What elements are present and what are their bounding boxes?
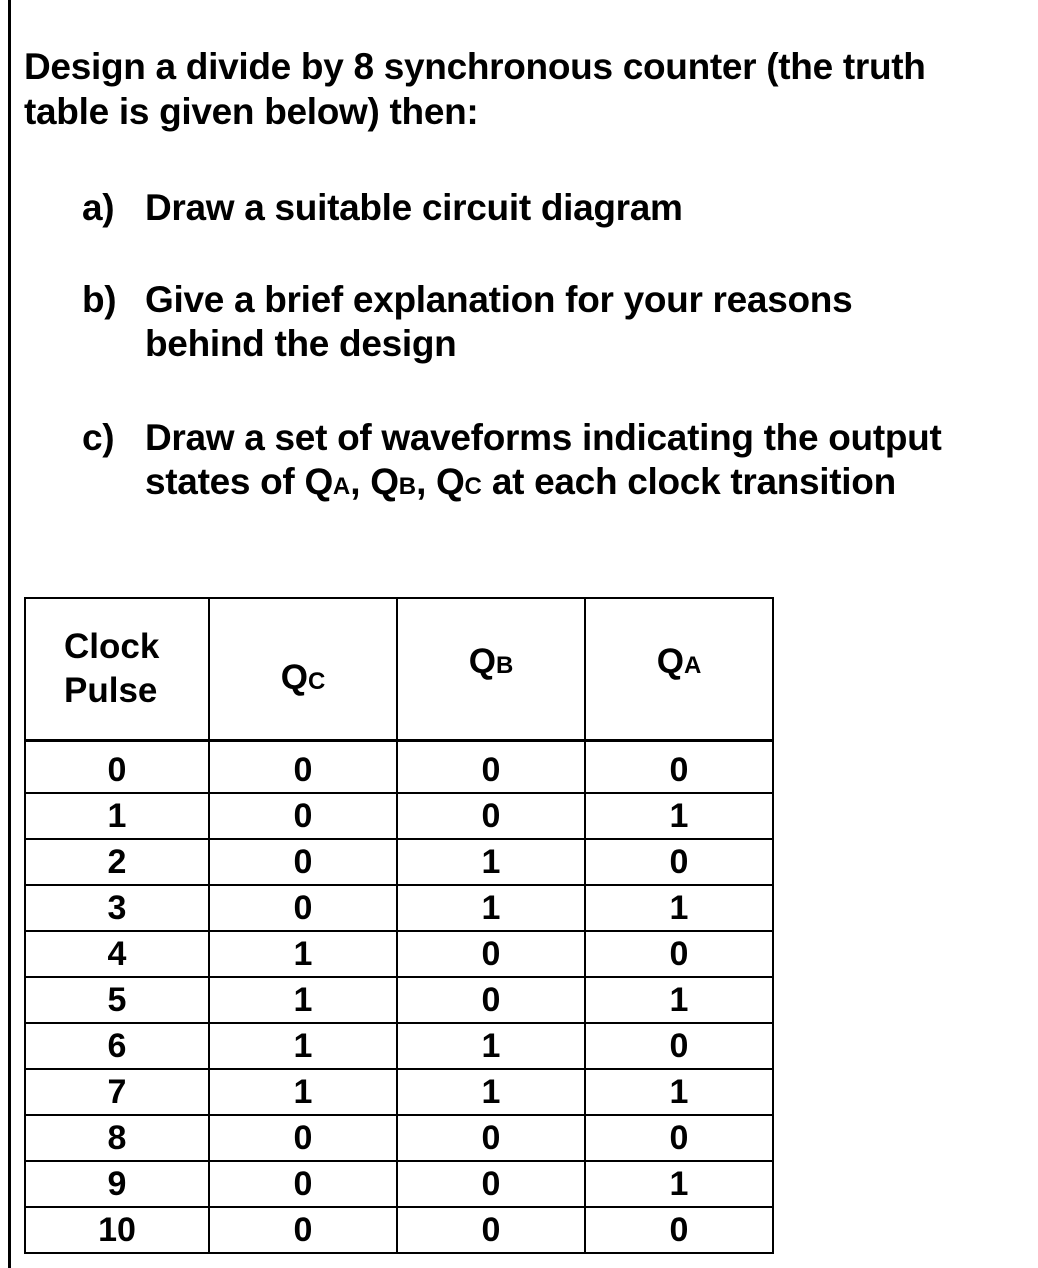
question-b-text-line-2: behind the design xyxy=(145,323,457,364)
cell-qa: 1 xyxy=(585,1069,773,1115)
cell-qb: 1 xyxy=(397,1023,585,1069)
question-c-text xyxy=(145,416,1022,509)
cell-qb: 0 xyxy=(397,1207,585,1253)
truth-table-body xyxy=(25,741,773,1254)
truth-table xyxy=(24,597,774,1254)
question-b-text-line-1: Give a brief explanation for your reasons xyxy=(145,279,853,320)
header-clock-line-2: Pulse xyxy=(64,671,158,710)
question-a xyxy=(82,186,1022,230)
cell-qb: 0 xyxy=(397,977,585,1023)
question-c xyxy=(82,416,1022,509)
cell-qa: 1 xyxy=(585,885,773,931)
table-row xyxy=(25,741,773,794)
cell-qc: 1 xyxy=(209,977,397,1023)
cell-qa: 1 xyxy=(585,793,773,839)
cell-qa: 1 xyxy=(585,977,773,1023)
cell-qc: 0 xyxy=(209,1161,397,1207)
separator: , xyxy=(416,461,437,502)
header-qb xyxy=(397,598,585,741)
cell-qa: 0 xyxy=(585,1207,773,1253)
cell-qa: 1 xyxy=(585,1161,773,1207)
cell-qc: 0 xyxy=(209,1207,397,1253)
cell-qc: 0 xyxy=(209,793,397,839)
cell-pulse: 0 xyxy=(25,741,209,794)
header-clock-line-1: Clock xyxy=(64,627,160,666)
question-c-text-line-1: Draw a set of waveforms indicating the output xyxy=(145,417,942,458)
question-a-letter: a) xyxy=(82,187,115,228)
cell-qb: 1 xyxy=(397,839,585,885)
question-c-text-prefix: states of xyxy=(145,461,305,502)
qa-symbol: Q xyxy=(304,461,333,502)
cell-pulse: 3 xyxy=(25,885,209,931)
cell-pulse: 9 xyxy=(25,1161,209,1207)
cell-qa: 0 xyxy=(585,741,773,794)
cell-pulse: 5 xyxy=(25,977,209,1023)
table-row xyxy=(25,931,773,977)
table-row xyxy=(25,1161,773,1207)
qc-subscript: C xyxy=(464,473,482,500)
cell-pulse: 10 xyxy=(25,1207,209,1253)
table-row xyxy=(25,1023,773,1069)
cell-qb: 1 xyxy=(397,885,585,931)
cell-qc: 1 xyxy=(209,931,397,977)
qb-symbol: Q xyxy=(370,461,399,502)
problem-statement-line-1: Design a divide by 8 synchronous counter (the truth xyxy=(24,46,926,87)
qb-subscript: B xyxy=(398,473,417,500)
cell-qb: 1 xyxy=(397,1069,585,1115)
header-qa xyxy=(585,598,773,741)
cell-pulse: 6 xyxy=(25,1023,209,1069)
qc-symbol: Q xyxy=(436,461,465,502)
cell-pulse: 7 xyxy=(25,1069,209,1115)
cell-qc: 0 xyxy=(209,885,397,931)
cell-qc: 0 xyxy=(209,839,397,885)
header-qc-subscript: C xyxy=(307,668,326,695)
cell-pulse: 2 xyxy=(25,839,209,885)
question-c-text-line-2 xyxy=(145,460,1022,509)
header-clock-pulse xyxy=(25,598,209,741)
question-c-text-suffix: at each clock transition xyxy=(481,461,896,502)
separator: , xyxy=(350,461,371,502)
left-border-line xyxy=(8,0,11,1268)
cell-qb: 0 xyxy=(397,741,585,794)
cell-pulse: 8 xyxy=(25,1115,209,1161)
table-row xyxy=(25,1069,773,1115)
table-row xyxy=(25,793,773,839)
cell-qc: 1 xyxy=(209,1069,397,1115)
cell-qb: 0 xyxy=(397,1115,585,1161)
cell-qc: 0 xyxy=(209,741,397,794)
table-row xyxy=(25,977,773,1023)
cell-pulse: 1 xyxy=(25,793,209,839)
table-row xyxy=(25,1115,773,1161)
question-b-letter: b) xyxy=(82,279,117,320)
cell-qa: 0 xyxy=(585,1023,773,1069)
cell-pulse: 4 xyxy=(25,931,209,977)
question-b xyxy=(82,278,1022,366)
cell-qb: 0 xyxy=(397,931,585,977)
cell-qc: 0 xyxy=(209,1115,397,1161)
question-a-text: Draw a suitable circuit diagram xyxy=(145,187,683,228)
cell-qa: 0 xyxy=(585,839,773,885)
table-row xyxy=(25,1207,773,1253)
truth-table-header-row xyxy=(25,598,773,741)
cell-qb: 0 xyxy=(397,793,585,839)
header-qb-symbol: Q xyxy=(468,642,496,681)
table-row xyxy=(25,839,773,885)
table-row xyxy=(25,885,773,931)
header-qc xyxy=(209,598,397,741)
qa-subscript: A xyxy=(332,473,351,500)
problem-statement-line-2: table is given below) then: xyxy=(24,91,479,132)
header-qa-subscript: A xyxy=(683,652,702,679)
header-qb-subscript: B xyxy=(495,652,514,679)
cell-qa: 0 xyxy=(585,931,773,977)
problem-statement xyxy=(24,44,1024,134)
cell-qb: 0 xyxy=(397,1161,585,1207)
question-b-text xyxy=(145,278,1022,366)
cell-qa: 0 xyxy=(585,1115,773,1161)
cell-qc: 1 xyxy=(209,1023,397,1069)
header-qc-symbol: Q xyxy=(280,658,308,697)
header-qa-symbol: Q xyxy=(656,642,684,681)
question-c-letter: c) xyxy=(82,417,115,458)
